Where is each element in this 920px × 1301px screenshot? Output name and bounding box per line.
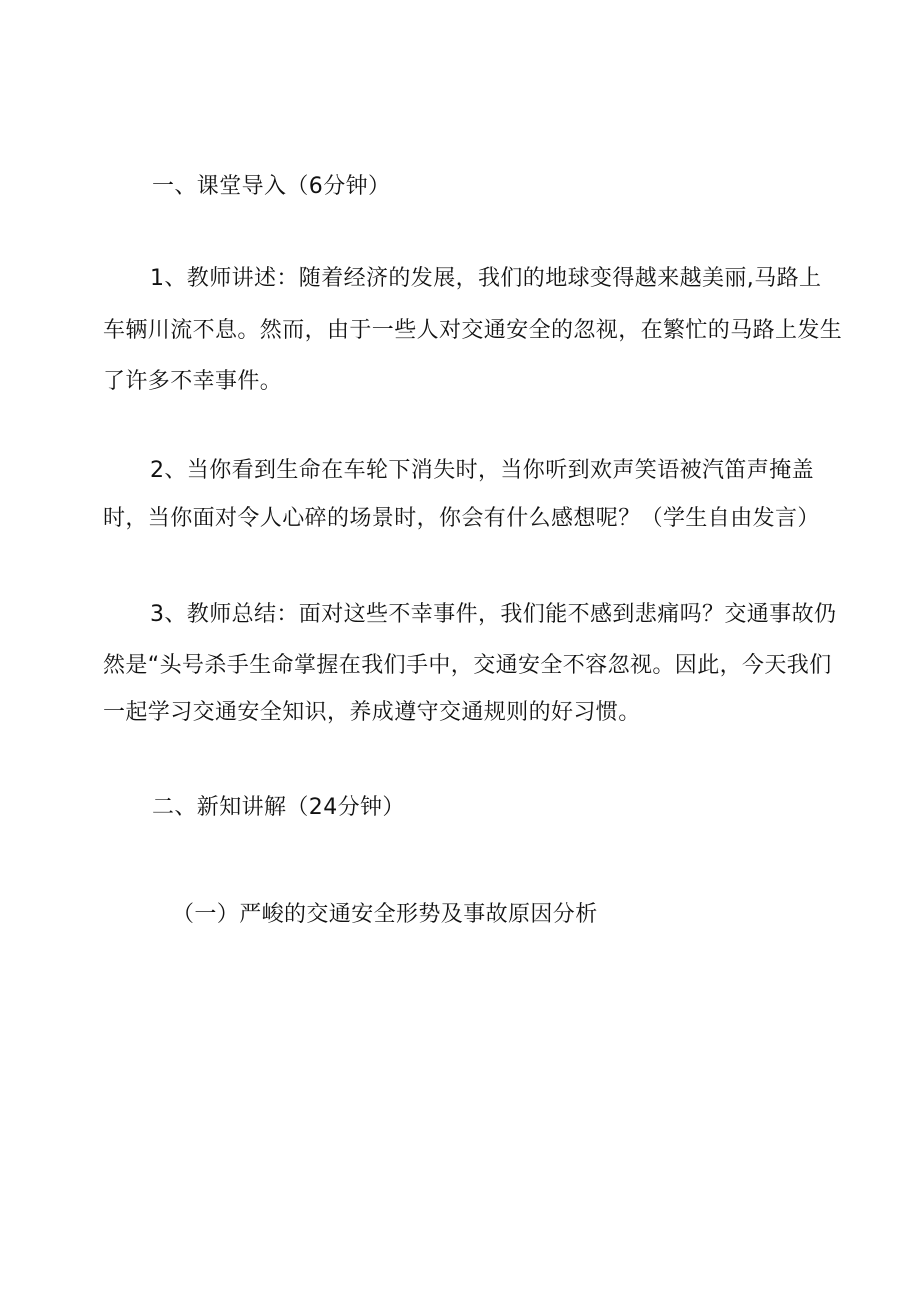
section-heading-new-knowledge: 二、新知讲解（24分钟） [152, 795, 405, 820]
paragraph-1-line-3: 了许多不幸事件。 [103, 369, 283, 394]
subsection-heading-traffic-safety: （一）严峻的交通安全形势及事故原因分析 [172, 902, 598, 927]
paragraph-1-line-1: 1、教师讲述：随着经济的发展，我们的地球变得越来越美丽,马路上 [150, 266, 822, 291]
paragraph-2-line-2: 时，当你面对令人心碎的场景时，你会有什么感想呢？（学生自由发言） [103, 506, 820, 531]
paragraph-3-line-2: 然是“头号杀手生命掌握在我们手中，交通安全不容忽视。因此，今天我们 [103, 653, 832, 678]
paragraph-3-line-3: 一起学习交通安全知识，养成遵守交通规则的好习惯。 [103, 700, 641, 725]
paragraph-1-line-2: 车辆川流不息。然而，由于一些人对交通安全的忽视，在繁忙的马路上发生 [103, 318, 843, 343]
section-heading-lesson-intro: 一、课堂导入（6分钟） [152, 174, 391, 199]
paragraph-2-line-1: 2、当你看到生命在车轮下消失时，当你听到欢声笑语被汽笛声掩盖 [150, 458, 814, 483]
paragraph-3-line-1: 3、教师总结：面对这些不幸事件，我们能不感到悲痛吗？交通事故仍 [150, 602, 837, 627]
